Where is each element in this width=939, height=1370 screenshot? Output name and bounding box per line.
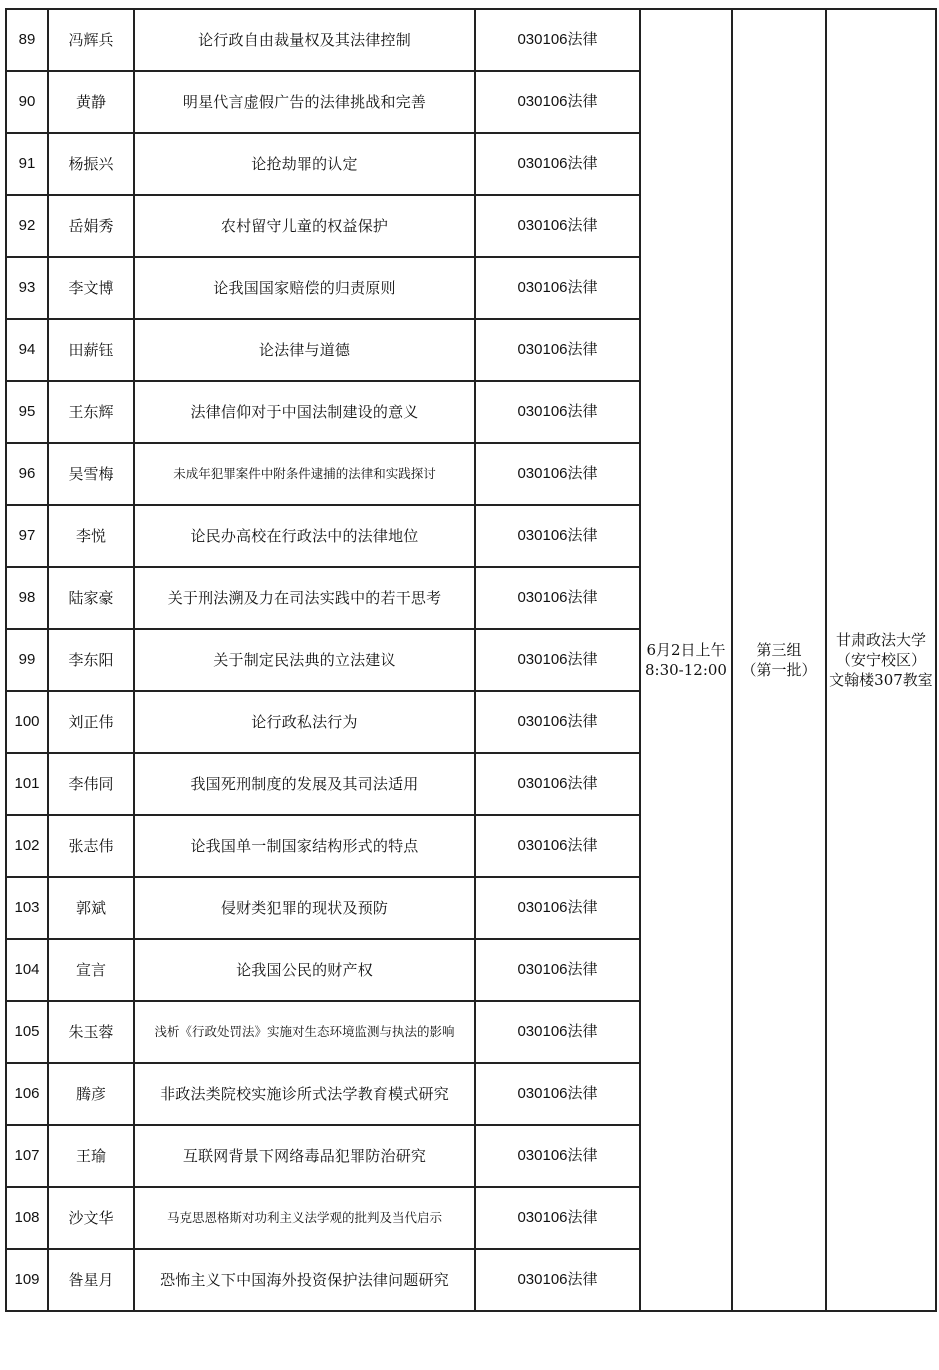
- major-code: 030106法律: [475, 1125, 640, 1187]
- thesis-title: 论法律与道德: [134, 319, 475, 381]
- thesis-title: 关于刑法溯及力在司法实践中的若干思考: [134, 567, 475, 629]
- thesis-title: 论民办高校在行政法中的法律地位: [134, 505, 475, 567]
- student-name: 张志伟: [48, 815, 134, 877]
- table-body: [6, 9, 936, 1311]
- major-code: 030106法律: [475, 443, 640, 505]
- row-number: 103: [6, 877, 48, 939]
- row-number: 101: [6, 753, 48, 815]
- student-name: 冯辉兵: [48, 9, 134, 71]
- student-name: 李文博: [48, 257, 134, 319]
- row-number: 109: [6, 1249, 48, 1311]
- student-name: 陆家豪: [48, 567, 134, 629]
- defense-schedule-table: [5, 8, 937, 1312]
- major-code: 030106法律: [475, 1249, 640, 1311]
- thesis-title: 论我国单一制国家结构形式的特点: [134, 815, 475, 877]
- thesis-title: 马克思恩格斯对功利主义法学观的批判及当代启示: [134, 1187, 475, 1249]
- thesis-title: 恐怖主义下中国海外投资保护法律问题研究: [134, 1249, 475, 1311]
- student-name: 朱玉蓉: [48, 1001, 134, 1063]
- student-name: 黄静: [48, 71, 134, 133]
- defense-time-line: 6月2日上午: [646, 641, 726, 659]
- major-code: 030106法律: [475, 753, 640, 815]
- thesis-title: 法律信仰对于中国法制建设的意义: [134, 381, 475, 443]
- student-name: 宣言: [48, 939, 134, 1001]
- student-name: 腾彦: [48, 1063, 134, 1125]
- row-number: 104: [6, 939, 48, 1001]
- student-name: 田薪钰: [48, 319, 134, 381]
- major-code: 030106法律: [475, 133, 640, 195]
- thesis-title: 我国死刑制度的发展及其司法适用: [134, 753, 475, 815]
- major-code: 030106法律: [475, 939, 640, 1001]
- row-number: 100: [6, 691, 48, 753]
- row-number: 97: [6, 505, 48, 567]
- defense-location-line: 甘肃政法大学: [835, 631, 926, 649]
- major-code: 030106法律: [475, 257, 640, 319]
- thesis-title: 未成年犯罪案件中附条件逮捕的法律和实践探讨: [134, 443, 475, 505]
- thesis-title: 关于制定民法典的立法建议: [134, 629, 475, 691]
- thesis-title: 互联网背景下网络毒品犯罪防治研究: [134, 1125, 475, 1187]
- major-code: 030106法律: [475, 505, 640, 567]
- row-number: 106: [6, 1063, 48, 1125]
- thesis-title: 侵财类犯罪的现状及预防: [134, 877, 475, 939]
- thesis-title: 论我国国家赔偿的归责原则: [134, 257, 475, 319]
- defense-location-line: 文翰楼307教室: [829, 671, 933, 689]
- major-code: 030106法律: [475, 629, 640, 691]
- student-name: 李伟同: [48, 753, 134, 815]
- defense-time: [640, 9, 732, 1311]
- defense-time-line: 8:30-12:00: [645, 661, 727, 679]
- major-code: 030106法律: [475, 1187, 640, 1249]
- major-code: 030106法律: [475, 1001, 640, 1063]
- major-code: 030106法律: [475, 691, 640, 753]
- major-code: 030106法律: [475, 9, 640, 71]
- student-name: 岳娟秀: [48, 195, 134, 257]
- student-name: 吴雪梅: [48, 443, 134, 505]
- row-number: 108: [6, 1187, 48, 1249]
- row-number: 89: [6, 9, 48, 71]
- thesis-title: 论行政私法行为: [134, 691, 475, 753]
- major-code: 030106法律: [475, 815, 640, 877]
- student-name: 李东阳: [48, 629, 134, 691]
- student-name: 郭斌: [48, 877, 134, 939]
- row-number: 93: [6, 257, 48, 319]
- major-code: 030106法律: [475, 1063, 640, 1125]
- defense-group-line: （第一批）: [741, 661, 817, 679]
- major-code: 030106法律: [475, 195, 640, 257]
- major-code: 030106法律: [475, 319, 640, 381]
- student-name: 昝星月: [48, 1249, 134, 1311]
- thesis-title: 明星代言虚假广告的法律挑战和完善: [134, 71, 475, 133]
- row-number: 105: [6, 1001, 48, 1063]
- defense-location: [826, 9, 936, 1311]
- defense-group-line: 第三组: [756, 641, 802, 659]
- defense-location-line: （安宁校区）: [835, 651, 926, 669]
- row-number: 99: [6, 629, 48, 691]
- row-number: 95: [6, 381, 48, 443]
- major-code: 030106法律: [475, 381, 640, 443]
- row-number: 90: [6, 71, 48, 133]
- row-number: 102: [6, 815, 48, 877]
- defense-group: [732, 9, 826, 1311]
- row-number: 92: [6, 195, 48, 257]
- row-number: 94: [6, 319, 48, 381]
- thesis-title: 论我国公民的财产权: [134, 939, 475, 1001]
- student-name: 王东辉: [48, 381, 134, 443]
- row-number: 96: [6, 443, 48, 505]
- major-code: 030106法律: [475, 567, 640, 629]
- thesis-title: 论抢劫罪的认定: [134, 133, 475, 195]
- student-name: 沙文华: [48, 1187, 134, 1249]
- student-name: 刘正伟: [48, 691, 134, 753]
- row-number: 91: [6, 133, 48, 195]
- student-name: 王瑜: [48, 1125, 134, 1187]
- major-code: 030106法律: [475, 71, 640, 133]
- student-name: 杨振兴: [48, 133, 134, 195]
- thesis-title: 非政法类院校实施诊所式法学教育模式研究: [134, 1063, 475, 1125]
- row-number: 107: [6, 1125, 48, 1187]
- thesis-title: 浅析《行政处罚法》实施对生态环境监测与执法的影响: [134, 1001, 475, 1063]
- thesis-title: 农村留守儿童的权益保护: [134, 195, 475, 257]
- row-number: 98: [6, 567, 48, 629]
- table-row: [6, 9, 936, 71]
- thesis-title: 论行政自由裁量权及其法律控制: [134, 9, 475, 71]
- major-code: 030106法律: [475, 877, 640, 939]
- student-name: 李悦: [48, 505, 134, 567]
